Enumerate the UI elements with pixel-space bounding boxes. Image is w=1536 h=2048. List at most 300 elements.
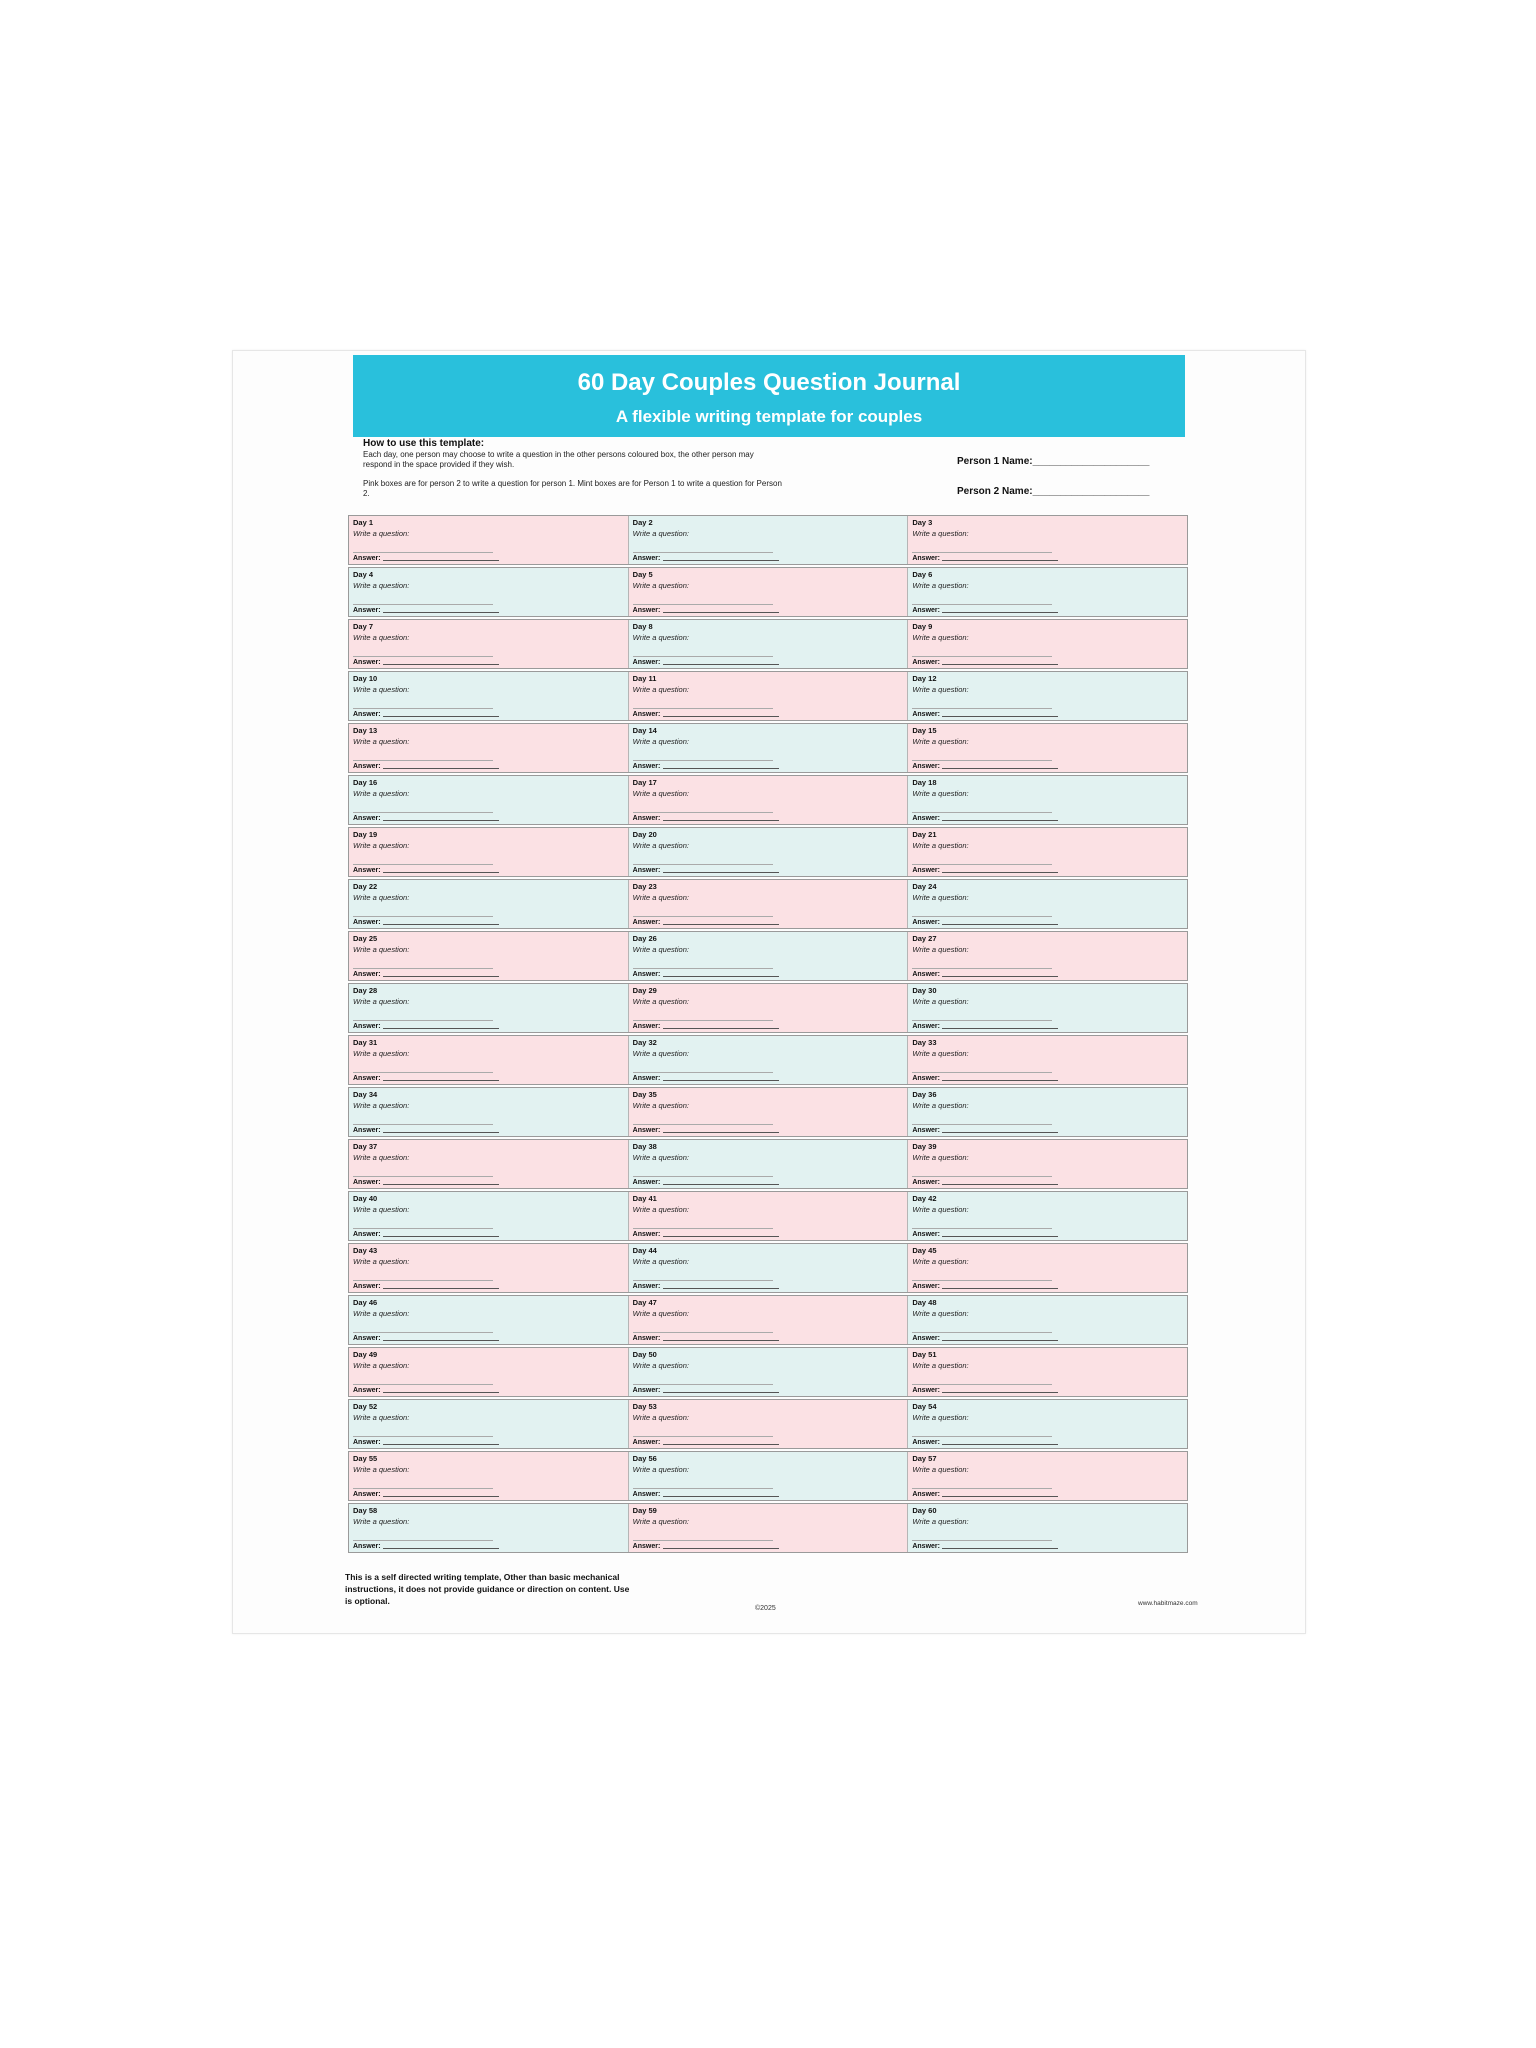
day-box-6[interactable] — [908, 568, 1187, 616]
day-label: Day 23 — [632, 882, 657, 891]
answer-line[interactable] — [942, 924, 1058, 925]
question-line[interactable] — [912, 1332, 1052, 1333]
question-line[interactable] — [353, 1332, 493, 1333]
day-box-9[interactable] — [908, 620, 1187, 668]
question-line[interactable] — [633, 916, 773, 917]
question-line[interactable] — [633, 1228, 773, 1229]
day-row — [348, 931, 1188, 981]
answer-line[interactable] — [383, 1236, 499, 1237]
question-prompt: Write a question: — [632, 529, 689, 538]
question-line[interactable] — [353, 968, 493, 969]
question-prompt: Write a question: — [353, 1413, 410, 1422]
day-label: Day 14 — [632, 726, 657, 735]
answer-line[interactable] — [663, 924, 779, 925]
question-line[interactable] — [633, 1124, 773, 1125]
day-box-43[interactable] — [349, 1244, 629, 1292]
question-line[interactable] — [912, 604, 1052, 605]
question-prompt: Write a question: — [632, 789, 689, 798]
answer-label: Answer: — [632, 1075, 661, 1082]
day-row — [348, 1243, 1188, 1293]
question-prompt: Write a question: — [912, 737, 969, 746]
question-line[interactable] — [912, 1072, 1052, 1073]
answer-line[interactable] — [942, 716, 1058, 717]
question-line[interactable] — [353, 1020, 493, 1021]
day-label: Day 54 — [912, 1402, 937, 1411]
day-label: Day 3 — [912, 518, 933, 527]
day-box-28[interactable] — [349, 984, 629, 1032]
question-line[interactable] — [353, 812, 493, 813]
question-line[interactable] — [353, 916, 493, 917]
day-label: Day 32 — [632, 1038, 657, 1047]
answer-line[interactable] — [663, 1444, 779, 1445]
answer-line[interactable] — [942, 1548, 1058, 1549]
day-box-12[interactable] — [908, 672, 1187, 720]
day-label: Day 1 — [353, 518, 374, 527]
question-prompt: Write a question: — [353, 737, 410, 746]
answer-line[interactable] — [942, 1028, 1058, 1029]
question-prompt: Write a question: — [632, 945, 689, 954]
answer-line[interactable] — [663, 1080, 779, 1081]
day-box-8[interactable] — [629, 620, 909, 668]
day-box-51[interactable] — [908, 1348, 1187, 1396]
question-line[interactable] — [912, 1280, 1052, 1281]
answer-line[interactable] — [383, 1288, 499, 1289]
answer-line[interactable] — [383, 1496, 499, 1497]
question-line[interactable] — [633, 552, 773, 553]
answer-line[interactable] — [383, 1080, 499, 1081]
day-label: Day 48 — [912, 1298, 937, 1307]
day-box-33[interactable] — [908, 1036, 1187, 1084]
day-label: Day 38 — [632, 1142, 657, 1151]
question-line[interactable] — [912, 864, 1052, 865]
day-box-37[interactable] — [349, 1140, 629, 1188]
answer-line[interactable] — [942, 976, 1058, 977]
question-line[interactable] — [912, 708, 1052, 709]
answer-label: Answer: — [912, 1179, 940, 1186]
day-row — [348, 1035, 1188, 1085]
answer-line[interactable] — [942, 1236, 1058, 1237]
answer-line[interactable] — [383, 716, 499, 717]
question-line[interactable] — [912, 1436, 1052, 1437]
day-box-16[interactable] — [349, 776, 629, 824]
answer-line[interactable] — [942, 820, 1058, 821]
day-box-44[interactable] — [629, 1244, 909, 1292]
question-line[interactable] — [912, 760, 1052, 761]
answer-line[interactable] — [663, 1288, 779, 1289]
day-label: Day 4 — [353, 570, 374, 579]
answer-line[interactable] — [942, 1444, 1058, 1445]
answer-line[interactable] — [383, 1548, 499, 1549]
question-line[interactable] — [912, 968, 1052, 969]
answer-line[interactable] — [383, 872, 499, 873]
answer-label: Answer: — [632, 1543, 661, 1550]
day-row — [348, 1399, 1188, 1449]
answer-line[interactable] — [383, 1340, 499, 1341]
day-box-24[interactable] — [908, 880, 1187, 928]
day-row — [348, 1295, 1188, 1345]
question-line[interactable] — [353, 604, 493, 605]
question-prompt: Write a question: — [912, 841, 969, 850]
question-line[interactable] — [353, 1488, 493, 1489]
question-line[interactable] — [912, 1488, 1052, 1489]
day-row — [348, 1451, 1188, 1501]
answer-line[interactable] — [383, 664, 499, 665]
day-box-40[interactable] — [349, 1192, 629, 1240]
day-box-27[interactable] — [908, 932, 1187, 980]
day-box-20[interactable] — [629, 828, 909, 876]
question-prompt: Write a question: — [353, 1465, 410, 1474]
question-line[interactable] — [912, 1124, 1052, 1125]
instructions-paragraph-1: Each day, one person may choose to write a question in the other persons coloured box, the other person may respond in the space provided if they wish. — [363, 450, 754, 469]
day-label: Day 24 — [912, 882, 937, 891]
day-box-2[interactable] — [629, 516, 909, 564]
question-line[interactable] — [353, 1280, 493, 1281]
question-line[interactable] — [353, 1124, 493, 1125]
answer-line[interactable] — [663, 1028, 779, 1029]
day-box-47[interactable] — [629, 1296, 909, 1344]
day-box-49[interactable] — [349, 1348, 629, 1396]
person-2-name-field[interactable]: Person 2 Name:_____________________ — [957, 486, 1150, 497]
answer-line[interactable] — [663, 716, 779, 717]
answer-label: Answer: — [912, 555, 940, 562]
answer-line[interactable] — [663, 1340, 779, 1341]
question-line[interactable] — [353, 1540, 493, 1541]
question-prompt: Write a question: — [632, 685, 689, 694]
answer-line[interactable] — [383, 768, 499, 769]
question-line[interactable] — [633, 1436, 773, 1437]
question-prompt: Write a question: — [632, 1049, 689, 1058]
answer-line[interactable] — [663, 976, 779, 977]
person-1-name-field[interactable]: Person 1 Name:_____________________ — [957, 456, 1150, 467]
question-prompt: Write a question: — [912, 1101, 969, 1110]
day-label: Day 57 — [912, 1454, 937, 1463]
answer-label: Answer: — [632, 1491, 661, 1498]
question-line[interactable] — [353, 1436, 493, 1437]
day-box-21[interactable] — [908, 828, 1187, 876]
day-box-10[interactable] — [349, 672, 629, 720]
day-label: Day 19 — [353, 830, 378, 839]
day-box-30[interactable] — [908, 984, 1187, 1032]
day-box-42[interactable] — [908, 1192, 1187, 1240]
answer-label: Answer: — [353, 1543, 381, 1550]
day-box-32[interactable] — [629, 1036, 909, 1084]
question-line[interactable] — [912, 552, 1052, 553]
answer-line[interactable] — [942, 768, 1058, 769]
question-prompt: Write a question: — [912, 1309, 969, 1318]
answer-line[interactable] — [663, 1132, 779, 1133]
question-prompt: Write a question: — [912, 1413, 969, 1422]
answer-label: Answer: — [632, 763, 661, 770]
answer-line[interactable] — [663, 612, 779, 613]
day-box-26[interactable] — [629, 932, 909, 980]
day-row — [348, 827, 1188, 877]
answer-label: Answer: — [632, 919, 661, 926]
question-line[interactable] — [353, 1384, 493, 1385]
day-label: Day 25 — [353, 934, 378, 943]
question-prompt: Write a question: — [353, 1309, 410, 1318]
answer-label: Answer: — [632, 1179, 661, 1186]
day-label: Day 33 — [912, 1038, 937, 1047]
day-label: Day 17 — [632, 778, 657, 787]
question-line[interactable] — [633, 1488, 773, 1489]
question-line[interactable] — [912, 1228, 1052, 1229]
day-label: Day 18 — [912, 778, 937, 787]
answer-label: Answer: — [912, 1127, 940, 1134]
answer-line[interactable] — [942, 1080, 1058, 1081]
question-line[interactable] — [633, 604, 773, 605]
question-prompt: Write a question: — [912, 1465, 969, 1474]
question-prompt: Write a question: — [632, 1361, 689, 1370]
question-line[interactable] — [353, 552, 493, 553]
question-line[interactable] — [912, 656, 1052, 657]
day-box-45[interactable] — [908, 1244, 1187, 1292]
day-label: Day 26 — [632, 934, 657, 943]
question-line[interactable] — [633, 1280, 773, 1281]
day-box-15[interactable] — [908, 724, 1187, 772]
answer-line[interactable] — [942, 664, 1058, 665]
question-line[interactable] — [912, 1384, 1052, 1385]
answer-label: Answer: — [632, 1231, 661, 1238]
answer-line[interactable] — [663, 1496, 779, 1497]
question-prompt: Write a question: — [912, 685, 969, 694]
question-line[interactable] — [633, 864, 773, 865]
answer-label: Answer: — [353, 607, 381, 614]
question-line[interactable] — [633, 1176, 773, 1177]
answer-line[interactable] — [663, 1392, 779, 1393]
day-box-18[interactable] — [908, 776, 1187, 824]
day-label: Day 6 — [912, 570, 933, 579]
question-line[interactable] — [633, 760, 773, 761]
day-label: Day 8 — [632, 622, 653, 631]
answer-label: Answer: — [632, 1335, 661, 1342]
question-line[interactable] — [912, 916, 1052, 917]
day-label: Day 22 — [353, 882, 378, 891]
day-box-55[interactable] — [349, 1452, 629, 1500]
day-box-13[interactable] — [349, 724, 629, 772]
answer-line[interactable] — [383, 1028, 499, 1029]
question-line[interactable] — [912, 812, 1052, 813]
website-link[interactable]: www.habitmaze.com — [1138, 1600, 1198, 1607]
day-box-38[interactable] — [629, 1140, 909, 1188]
day-row — [348, 983, 1188, 1033]
question-line[interactable] — [633, 1020, 773, 1021]
day-label: Day 34 — [353, 1090, 378, 1099]
question-prompt: Write a question: — [353, 581, 410, 590]
answer-line[interactable] — [383, 1392, 499, 1393]
question-prompt: Write a question: — [632, 1153, 689, 1162]
day-box-4[interactable] — [349, 568, 629, 616]
answer-line[interactable] — [383, 820, 499, 821]
answer-line[interactable] — [383, 976, 499, 977]
answer-line[interactable] — [663, 768, 779, 769]
answer-line[interactable] — [942, 1496, 1058, 1497]
day-label: Day 40 — [353, 1194, 378, 1203]
answer-label: Answer: — [353, 815, 381, 822]
question-line[interactable] — [633, 968, 773, 969]
answer-line[interactable] — [663, 560, 779, 561]
day-label: Day 55 — [353, 1454, 378, 1463]
day-box-23[interactable] — [629, 880, 909, 928]
question-line[interactable] — [633, 1384, 773, 1385]
day-row — [348, 1087, 1188, 1137]
answer-line[interactable] — [942, 1132, 1058, 1133]
answer-line[interactable] — [942, 1392, 1058, 1393]
question-prompt: Write a question: — [353, 685, 410, 694]
day-box-34[interactable] — [349, 1088, 629, 1136]
question-line[interactable] — [353, 864, 493, 865]
question-prompt: Write a question: — [632, 1465, 689, 1474]
answer-line[interactable] — [663, 664, 779, 665]
answer-line[interactable] — [942, 1288, 1058, 1289]
answer-line[interactable] — [383, 1444, 499, 1445]
day-box-60[interactable] — [908, 1504, 1187, 1552]
day-row — [348, 1139, 1188, 1189]
day-box-54[interactable] — [908, 1400, 1187, 1448]
day-box-46[interactable] — [349, 1296, 629, 1344]
answer-line[interactable] — [942, 560, 1058, 561]
answer-line[interactable] — [383, 924, 499, 925]
question-prompt: Write a question: — [912, 633, 969, 642]
question-line[interactable] — [353, 656, 493, 657]
answer-label: Answer: — [632, 971, 661, 978]
question-prompt: Write a question: — [632, 633, 689, 642]
question-line[interactable] — [353, 760, 493, 761]
question-line[interactable] — [633, 1332, 773, 1333]
day-box-52[interactable] — [349, 1400, 629, 1448]
answer-line[interactable] — [383, 560, 499, 561]
day-box-19[interactable] — [349, 828, 629, 876]
day-label: Day 39 — [912, 1142, 937, 1151]
answer-line[interactable] — [383, 1184, 499, 1185]
day-box-36[interactable] — [908, 1088, 1187, 1136]
answer-line[interactable] — [383, 612, 499, 613]
question-prompt: Write a question: — [912, 893, 969, 902]
day-box-1[interactable] — [349, 516, 629, 564]
page-title: 60 Day Couples Question Journal — [577, 369, 961, 396]
question-prompt: Write a question: — [632, 1309, 689, 1318]
day-box-11[interactable] — [629, 672, 909, 720]
day-label: Day 52 — [353, 1402, 378, 1411]
day-box-14[interactable] — [629, 724, 909, 772]
day-box-50[interactable] — [629, 1348, 909, 1396]
day-label: Day 49 — [353, 1350, 378, 1359]
day-box-39[interactable] — [908, 1140, 1187, 1188]
question-line[interactable] — [633, 1540, 773, 1541]
question-prompt: Write a question: — [353, 997, 410, 1006]
answer-label: Answer: — [912, 815, 940, 822]
day-label: Day 7 — [353, 622, 374, 631]
question-line[interactable] — [633, 656, 773, 657]
answer-label: Answer: — [353, 1387, 381, 1394]
day-row — [348, 879, 1188, 929]
answer-label: Answer: — [353, 1127, 381, 1134]
day-box-59[interactable] — [629, 1504, 909, 1552]
question-line[interactable] — [633, 708, 773, 709]
answer-label: Answer: — [912, 971, 940, 978]
question-line[interactable] — [353, 1176, 493, 1177]
answer-line[interactable] — [942, 1340, 1058, 1341]
answer-line[interactable] — [663, 820, 779, 821]
day-box-22[interactable] — [349, 880, 629, 928]
day-label: Day 10 — [353, 674, 378, 683]
day-box-48[interactable] — [908, 1296, 1187, 1344]
instructions-heading: How to use this template: — [363, 438, 485, 449]
answer-label: Answer: — [353, 1283, 381, 1290]
day-label: Day 11 — [632, 674, 657, 683]
answer-line[interactable] — [663, 1548, 779, 1549]
question-prompt: Write a question: — [353, 1361, 410, 1370]
answer-label: Answer: — [353, 711, 381, 718]
question-prompt: Write a question: — [632, 841, 689, 850]
day-box-56[interactable] — [629, 1452, 909, 1500]
question-prompt: Write a question: — [632, 1413, 689, 1422]
day-label: Day 37 — [353, 1142, 378, 1151]
day-box-35[interactable] — [629, 1088, 909, 1136]
day-box-7[interactable] — [349, 620, 629, 668]
day-box-29[interactable] — [629, 984, 909, 1032]
answer-line[interactable] — [663, 872, 779, 873]
day-row — [348, 515, 1188, 565]
question-line[interactable] — [353, 708, 493, 709]
answer-label: Answer: — [353, 659, 381, 666]
day-box-25[interactable] — [349, 932, 629, 980]
day-box-17[interactable] — [629, 776, 909, 824]
question-line[interactable] — [912, 1176, 1052, 1177]
question-prompt: Write a question: — [353, 529, 410, 538]
answer-label: Answer: — [353, 919, 381, 926]
day-box-58[interactable] — [349, 1504, 629, 1552]
question-prompt: Write a question: — [632, 1517, 689, 1526]
title-banner — [353, 355, 1185, 437]
question-line[interactable] — [353, 1072, 493, 1073]
question-line[interactable] — [912, 1020, 1052, 1021]
answer-line[interactable] — [663, 1236, 779, 1237]
day-label: Day 28 — [353, 986, 378, 995]
answer-label: Answer: — [912, 1023, 940, 1030]
day-label: Day 15 — [912, 726, 937, 735]
question-line[interactable] — [353, 1228, 493, 1229]
question-line[interactable] — [912, 1540, 1052, 1541]
day-label: Day 42 — [912, 1194, 937, 1203]
day-label: Day 35 — [632, 1090, 657, 1099]
answer-line[interactable] — [663, 1184, 779, 1185]
question-prompt: Write a question: — [912, 1517, 969, 1526]
day-box-53[interactable] — [629, 1400, 909, 1448]
day-box-41[interactable] — [629, 1192, 909, 1240]
day-label: Day 50 — [632, 1350, 657, 1359]
answer-line[interactable] — [942, 1184, 1058, 1185]
question-prompt: Write a question: — [353, 945, 410, 954]
question-line[interactable] — [633, 1072, 773, 1073]
question-prompt: Write a question: — [353, 1101, 410, 1110]
answer-label: Answer: — [353, 1075, 381, 1082]
day-box-31[interactable] — [349, 1036, 629, 1084]
answer-label: Answer: — [632, 867, 661, 874]
day-box-3[interactable] — [908, 516, 1187, 564]
question-prompt: Write a question: — [353, 1205, 410, 1214]
day-box-5[interactable] — [629, 568, 909, 616]
question-prompt: Write a question: — [353, 1153, 410, 1162]
answer-label: Answer: — [912, 607, 940, 614]
question-line[interactable] — [633, 812, 773, 813]
answer-label: Answer: — [632, 1387, 661, 1394]
day-box-57[interactable] — [908, 1452, 1187, 1500]
answer-line[interactable] — [942, 872, 1058, 873]
day-label: Day 12 — [912, 674, 937, 683]
answer-line[interactable] — [942, 612, 1058, 613]
day-label: Day 60 — [912, 1506, 937, 1515]
answer-line[interactable] — [383, 1132, 499, 1133]
